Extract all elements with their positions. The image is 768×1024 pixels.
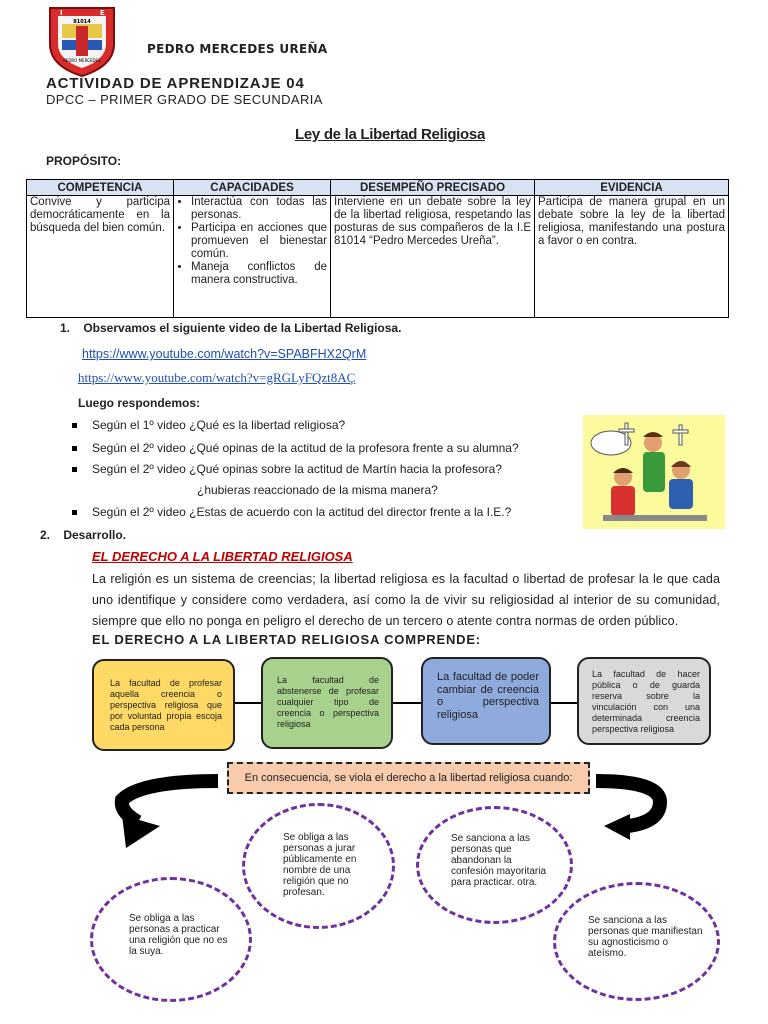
evidencia-cell: Participa de manera grupal en un debate sobre la ley de la libertad religiosa, manifestando una postura a favor o en contra. <box>535 196 729 318</box>
question-text: Según el 1º video ¿Qué es la libertad religiosa? <box>92 418 346 432</box>
youtube-link-1[interactable]: https://www.youtube.com/watch?v=SPABFHX2QrM <box>82 347 367 361</box>
svg-text:81014: 81014 <box>73 19 91 25</box>
left-arrow-head-icon <box>122 815 160 848</box>
table-header: EVIDENCIA <box>535 180 729 196</box>
right-box-1: La facultad de profesar aquella creencia o perspectiva religiosa que por voluntad propia escoja cada persona <box>92 659 235 751</box>
comprende-title: EL DERECHO A LA LIBERTAD RELIGIOSA COMPRENDE: <box>92 632 481 647</box>
question-text: Según el 2º video ¿Qué opinas sobre la actitud de Martín hacia la profesora? <box>92 462 502 476</box>
right-box-4: La facultad de hacer pública o de guarda reserva sobre la vinculación con una determinada creencia perspectiva religiosa <box>577 657 711 745</box>
table-header: DESEMPEÑO PRECISADO <box>331 180 535 196</box>
violation-ellipse-4: Se sanciona a las personas que manifiestan su agnosticismo o ateísmo. <box>553 882 720 1001</box>
list-item: • Participa en acciones que promueven el bienestar común. <box>191 222 327 261</box>
desempeno-cell: Interviene en un debate sobre la ley de la libertad religiosa, respetando las posturas de sus compañeros de la I.E 81014 “Pedro Mercedes Ureña”. <box>331 196 535 318</box>
intro-paragraph: La religión es un sistema de creencias; la libertad religiosa es la facultad o libertad de profesar la le que cada uno identifique y considere como verdadera, así como la de vivir su religiosidad al interior de su comunidad, siempre que ello no ponga en peligro el derecho de un tercero o atente contra normas de orden público. <box>92 572 720 628</box>
document-title: Ley de la Libertad Religiosa <box>295 126 485 143</box>
left-curved-arrow-icon <box>122 781 218 822</box>
violation-ellipse-2: Se sanciona a las personas que abandonan la confesión mayoritaria para practicar. otra. <box>416 806 573 924</box>
youtube-link-2[interactable]: https://www.youtube.com/watch?v=gRGLyFQzt8AÇ <box>78 370 356 385</box>
svg-text:I: I <box>60 9 63 17</box>
violation-ellipse-3: Se obliga a las personas a practicar una religión que no es la suya. <box>90 877 252 1002</box>
violation-ellipse-1: Se obliga a las personas a jurar públicamente en nombre de una religión que no profesan. <box>242 803 395 929</box>
list-item: • Interactúa con todas las personas. <box>191 196 327 222</box>
svg-text:E: E <box>100 9 105 17</box>
right-arrow-head-icon <box>604 814 630 840</box>
list-item: • Maneja conflictos de manera constructiva. <box>191 261 327 287</box>
right-box-2: La facultad de abstenerse de profesar cualquier tipo de creencia o perspectiva religiosa <box>261 657 393 749</box>
section2-heading: 2. Desarrollo. <box>40 528 127 542</box>
school-name: PEDRO MERCEDES UREÑA <box>147 42 328 56</box>
competencia-cell: Convive y participa democráticamente en la búsqueda del bien común. <box>27 196 174 318</box>
purpose-label: PROPÓSITO: <box>46 154 122 168</box>
section1-heading: 1. Observamos el siguiente video de la Libertad Religiosa. <box>60 321 402 335</box>
activity-subtitle: DPCC – PRIMER GRADO DE SECUNDARIA <box>46 92 323 107</box>
respond-label: Luego respondemos: <box>78 396 201 410</box>
table-header: COMPETENCIA <box>27 180 174 196</box>
question-text: Según el 2º video ¿Estas de acuerdo con la actitud del director frente a la I.E.? <box>92 505 512 519</box>
question-text: Según el 2º video ¿Qué opinas de la actitud de la profesora frente a su alumna? <box>92 441 519 455</box>
activity-title: ACTIVIDAD DE APRENDIZAJE 04 <box>46 75 305 92</box>
consequence-banner: En consecuencia, se viola el derecho a la libertad religiosa cuando: <box>227 762 590 794</box>
question-continuation: ¿hubieras reaccionado de la misma manera? <box>197 483 438 497</box>
right-box-3: La facultad de poder cambiar de creencia o perspectiva religiosa <box>421 657 551 745</box>
section-subtitle: EL DERECHO A LA LIBERTAD RELIGIOSA <box>92 549 353 564</box>
table-header: CAPACIDADES <box>174 180 331 196</box>
svg-text:PEDRO MERCEDES: PEDRO MERCEDES <box>63 58 101 63</box>
